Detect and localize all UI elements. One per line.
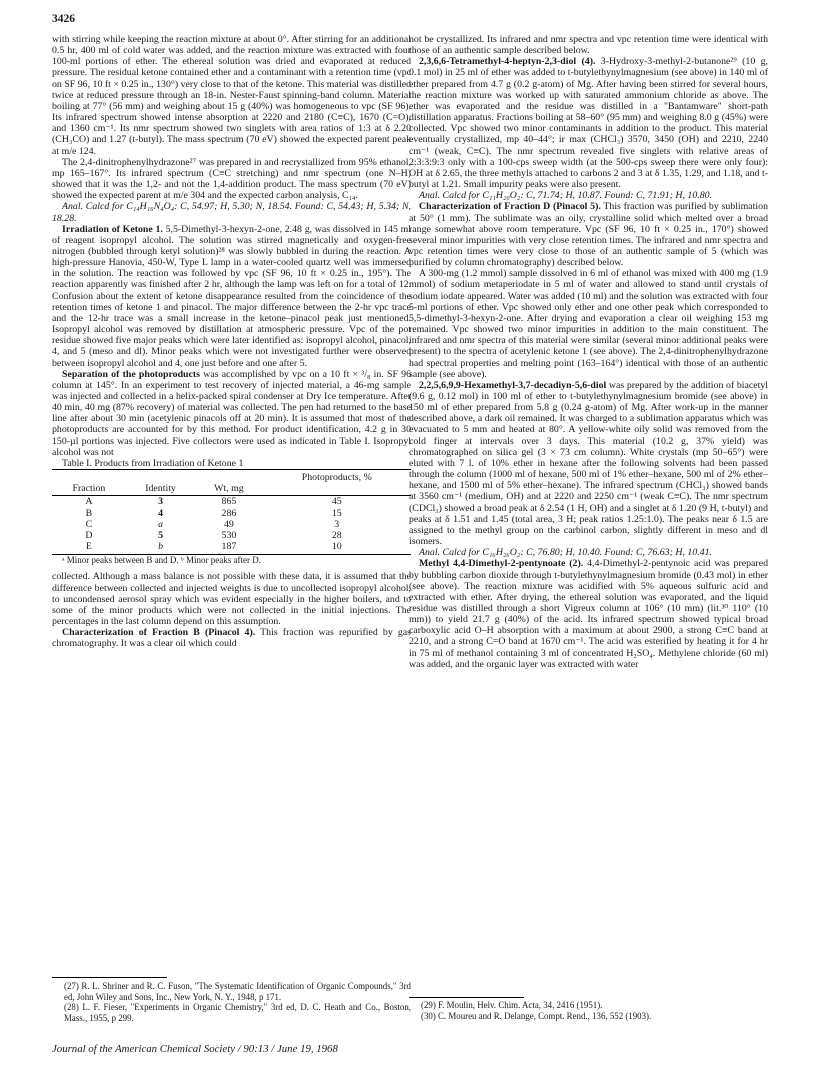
paragraph-body: This fraction was purified by sublimation at 50° (1 mm). The sublimate was an oily, crystalline solid which melted over a broad range somewhat above room temperature. Vpc (SF 96, 10 ft × 0.25 in., 170°) showed several minor impurities with very close retention times. The infrared and nmr spectra and vpc retention times were very close to those of an authentic sample of 5 (which was purified by column chromatography) described below. bbox=[409, 201, 768, 269]
table-caption: Table I. Products from Irradiation of Ketone 1 bbox=[62, 457, 244, 469]
run-in-heading: Characterization of Fraction D (Pinacol 5). bbox=[419, 201, 601, 213]
column-header: Photoproducts, % bbox=[263, 470, 411, 484]
page-number: 3426 bbox=[52, 13, 75, 25]
paragraph-body: This fraction was repurified by gas chromatography. It was a clear oil which could bbox=[52, 627, 411, 650]
footnote: (27) R. L. Shriner and R. C. Fuson, "The Systematic Identification of Organic Compounds," 3rd ed, John Wiley and Sons, Inc., New York, N. Y., 1948, p 171. bbox=[64, 981, 411, 1002]
table-cell: A bbox=[85, 496, 93, 508]
table-cell: 15 bbox=[331, 507, 342, 519]
run-in-heading: Separation of the photoproducts bbox=[62, 368, 201, 380]
run-in-heading: 2,3,6,6-Tetramethyl-4-heptyn-2,3-diol (4). bbox=[419, 56, 596, 68]
paragraph: The 2,4-dinitrophenylhydrazone²⁷ was prepared in and recrystallized from 95% ethanol, mp 165–167°. Its infrared spectrum (C≡C stretching) and nmr spectrum (one N–H) showed that it was the 1,2- and not the 1,4-addition product. The mass spectrum (70 eV) showed the expected parent at m/e 304 and the expected carbon analysis, C₁₄. bbox=[52, 156, 411, 202]
products-table bbox=[52, 469, 411, 555]
footnote-rule-right bbox=[409, 997, 524, 998]
section-paragraph bbox=[52, 627, 411, 649]
footnote: (28) L. F. Fieser, "Experiments in Organic Chemistry," 3rd ed, D. C. Heath and Co., Boston, Mass., 1955, p 299. bbox=[64, 1002, 411, 1023]
table-row bbox=[52, 496, 411, 508]
paragraph-body: 4,4-Dimethyl-2-pentynoic acid was prepared by bubbling carbon dioxide through t-butylethynylmagnesium bromide (0.43 mol) in ether (see above). The reaction mixture was acidified with 5% aqueous sulfuric acid and extracted with ether. After drying, the ethereal solution was evaporated, and the liquid residue was distilled through a short Vigreux column at 106° (10 mm) (lit.³⁰ 110° (10 mm)) to yield 21.7 g (40%) of the acid. Its infrared spectrum showed typical broad carboxylic acid O–H absorption with a maximum at about 2900, a strong C≡C band at 2210, and a strong C=O band at 1670 cm⁻¹. The acid was esterified by heating it for 4 hr in 75 ml of methanol containing 3 ml of concentrated H₂SO₄. Methylene chloride (60 ml) was added, and the organic layer was extracted with water bbox=[409, 558, 768, 670]
footnote-rule-left bbox=[52, 977, 167, 978]
table-cell: a bbox=[158, 518, 164, 530]
column-header: Wt, mg bbox=[195, 483, 262, 496]
table-body bbox=[52, 496, 411, 555]
footnotes-right bbox=[409, 1000, 768, 1021]
table-cell: b bbox=[126, 541, 195, 555]
table-cell: B bbox=[85, 507, 93, 519]
table-footnote: ᵃ Minor peaks between B and D. ᵇ Minor peaks after D. bbox=[62, 555, 261, 566]
table-cell: 5 bbox=[158, 529, 164, 541]
section-paragraph bbox=[52, 369, 411, 458]
table-cell: 3 bbox=[334, 518, 340, 530]
section-paragraph bbox=[409, 56, 768, 190]
table-cell: 3 bbox=[158, 496, 164, 508]
section-paragraph bbox=[52, 224, 411, 369]
table-cell: D bbox=[85, 529, 93, 541]
analysis-paragraph: Anal. Calcd for C₁₄H₁₆N₄O₄: C, 54.97; H, 5.30; N, 18.54. Found: C, 54.43; H, 5.34; N, 18.28. bbox=[52, 201, 411, 224]
run-in-heading: Irradiation of Ketone 1. bbox=[62, 223, 163, 235]
run-in-heading: Characterization of Fraction B (Pinacol 4). bbox=[62, 627, 256, 639]
paragraph-body: was prepared by the addition of biacetyl (9.6 g, 0.12 mol) in 100 ml of ether to t-butylethynylmagnesium bromide (see above) in 150 ml of ether prepared from 5.8 g (0.24 g-atom) of Mg. After work-up in the manner described above, a dark oil remained. It was charged to a sublimation apparatus which was evacuated to 5 mm and heated at 80°. A yellow-white oily solid was removed from the cold finger at intervals over 3 days. This material (10.2 g, 37% yield) was chromatographed on silica gel (3 × 73 cm column). White crystals (mp 50–65°) were eluted with 7 l. of 10% ether in hexane after the following solvents had been passed through the column (1000 ml of hexane, 500 ml of 1% ether–hexane, 500 ml of 2% ether–hexane, and 1500 ml of 5% ether–hexane). The infrared spectrum (CHCl₃) showed bands at 3560 cm⁻¹ (medium, OH) and at 2220 and 2250 cm⁻¹ (weak C≡C). The nmr spectrum (CDCl₃) showed a broad peak at δ 2.54 (1 H, OH) and a singlet at δ 1.20 (9 H, t-butyl) and peaks at δ 1.51 and 1.45 (total area, 3 H; peak ratios 1.25:1.0). The peaks near δ 1.5 are assigned to the methyl group on the carbinol carbon, slightly different in meso and dl isomers. bbox=[409, 379, 768, 548]
section-paragraph bbox=[409, 201, 768, 268]
table-block bbox=[52, 458, 411, 566]
table-cell: 4 bbox=[158, 507, 164, 519]
section-paragraph bbox=[409, 558, 768, 670]
footnote: (29) F. Moulin, Helv. Chim. Acta, 34, 2416 (1951). bbox=[421, 1000, 603, 1010]
column-header: Fraction bbox=[52, 483, 126, 496]
paragraph: with stirring while keeping the reaction mixture at about 0°. After stirring for an additional 0.5 hr, 400 ml of cold water was added, and the reaction mixture was extracted with four 100-ml portions of ether. The ethereal solution was dried and evaporated at reduced pressure. The residual ketone contained ether and a contaminant with a retention time (vpc on SF 96, 10 ft × 0.25 in., 130°) very close to that of the ketone. This material was distilled twice at reduced pressure through an 18-in. Nester-Faust spinning-band column. Material boiling at 77° (56 mm) and weighing about 15 g (40%) was homogeneous to vpc (SF 96). Its infrared spectrum showed intense absorption at 2220 and 2180 (C≡C), 1670 (C=O), and 1360 cm⁻¹. Its nmr spectrum showed two singlets with area ratios of 1:3 at δ 2.20 (CH₃CO) and 1.27 (t-butyl). The mass spectrum (70 eV) showed the expected parent peak at m/e 124. bbox=[52, 34, 411, 157]
footnotes-left bbox=[52, 981, 411, 1023]
analysis-paragraph: Anal. Calcd for C₁₆H₂₆O₂: C, 76.80; H, 10.40. Found: C, 76.63; H, 10.41. bbox=[419, 547, 713, 559]
paragraph-body: 3-Hydroxy-3-methyl-2-butanone²⁹ (10 g, 0.1 mol) in 25 ml of ether was added to t-butylethynylmagnesium (see above) in 140 ml of ether prepared from 4.7 g (0.2 g-atom) of Mg. After having been stirred for several hours, the reaction mixture was worked up with saturated ammonium chloride as above. The ether was evaporated and the residue was distilled in a "Bantamware" short-path distillation apparatus. Fractions boiling at 58–60° (95 mm) and weighing 8.0 g (45%) were collected. Vpc showed two minor contaminants in addition to the product. This material eventually crystallized, mp 40–44°; ir max (CHCl₃) 3570, 3450 (OH) and 2210, 2240 cm⁻¹ (weak, C≡C). The nmr spectrum revealed five singlets with relative areas of 2:3:3:9:3 only with a 100-cps sweep width (at the 500-cps sweep there were only four): OH at δ 2.65, the three methyls attached to carbons 2 and 3 at δ 1.35, 1.29, and 1.18, and t-butyl at 1.21. Small impurity peaks were also present. bbox=[409, 56, 768, 191]
run-in-heading: Methyl 4,4-Dimethyl-2-pentynoate (2). bbox=[419, 558, 584, 570]
table-row bbox=[52, 508, 411, 519]
table-row bbox=[52, 541, 411, 555]
paragraph: A 300-mg (1.2 mmol) sample dissolved in 6 ml of ethanol was mixed with 400 mg (1.9 mmol) of sodium metaperiodate in 5 ml of water and allowed to stand until crystals of sodium iodate appeared. Water was added (10 ml) and the solution was extracted with four 5-ml portions of ether. Vpc showed only ether and one other peak which corresponded to 5,5-dimethyl-3-hexyn-2-one. After drying and evaporation a clear oil weighing 153 mg remained. Vpc showed two minor impurities in addition to the main constituent. The infrared and nmr spectra of this material were similar (several minor additional peaks were present) to the spectra of acetylenic ketone 1 (see above). The 2,4-dinitrophenylhydrazone had spectral properties and melting point (163–164°) identical with those of an authentic sample (see above). bbox=[409, 268, 768, 380]
run-in-heading: 2,2,5,6,9,9-Hexamethyl-3,7-decadiyn-5,6-diol bbox=[419, 379, 607, 391]
paragraph-body: was accomplished by vpc on a 10 ft × ³/₈ in. SF 96 column at 145°. In an experiment to test recovery of injected material, a 46-mg sample was injected and collected in a helix-packed spiral condenser at Dry Ice temperature. After 40 min, 40 mg (87% recovery) of material was collected. The pen had returned to the base line after about 30 min (acetylenic pinacols off at 20 min). It is assumed that most of the photoproducts are accounted for by this method. For product identification, 4.2 g in 30 150-µl portions was injected. Five collectors were used as indicated in Table I. Isopropyl alcohol was not bbox=[52, 368, 411, 458]
left-column bbox=[52, 34, 411, 649]
journal-footer: Journal of the American Chemical Society / 90:13 / June 19, 1968 bbox=[52, 1043, 338, 1055]
table-cell: C bbox=[85, 518, 93, 530]
paragraph: not be crystallized. Its infrared and nmr spectra and vpc retention time were identical with those of an authentic sample described below. bbox=[409, 34, 768, 57]
table-cell: 865 bbox=[221, 496, 237, 508]
footnote: (30) C. Moureu and R. Delange, Compt. Rend., 136, 552 (1903). bbox=[421, 1010, 652, 1021]
table-cell: 49 bbox=[223, 518, 234, 530]
table-row bbox=[52, 519, 411, 530]
right-column bbox=[409, 34, 768, 670]
column-header: Identity bbox=[126, 483, 195, 496]
table-cell: 187 bbox=[195, 541, 262, 555]
table-cell: 10 bbox=[263, 541, 411, 555]
paragraph-body: 5,5-Dimethyl-3-hexyn-2-one, 2.48 g, was dissolved in 145 ml of reagent isopropyl alcohol. The solution was stirred magnetically and oxygen-free nitrogen (bubbled through ketyl solution)²⁸ was slowly bubbled in during the reaction. A high-pressure Hanovia, 450-W, Type L lamp in a water-cooled quartz well was immersed in the solution. The reaction was followed by vpc (SF 96, 10 ft × 0.25 in., 195°). The reaction apparently was finished after 2 hr, although the lamp was left on for a total of 12. Confusion about the extent of ketone disappearance resulted from the coincidence of the retention times of ketone 1 and pinacol. The major difference between the 2-hr vpc trace and the 12-hr trace was a small increase in the ketone–pinacol peak just mentioned. Isopropyl alcohol was removed by distillation at atmospheric pressure. Vpc of the pot residue showed five major peaks which were later identified as: isopropyl alcohol, pinacol, 4, and 5 (meso and dl). Minor peaks which were not investigated further were observed between isopropyl alcohol and 4, one just before and one after 5. bbox=[52, 223, 411, 369]
analysis-paragraph: Anal. Calcd for C₁₁H₂₀O₂: C, 71.74; H, 10.87. Found: C, 71.91; H, 10.80. bbox=[419, 190, 713, 202]
table-header bbox=[52, 470, 411, 496]
table-cell: E bbox=[52, 541, 126, 555]
section-paragraph bbox=[409, 380, 768, 547]
table-cell: 286 bbox=[221, 507, 237, 519]
table-row bbox=[52, 530, 411, 541]
paragraph: collected. Although a mass balance is not possible with these data, it is assumed that the difference between collected and injected weights is due to uncollected isopropyl alcohol, to uncondensed aerosol spray which was evident especially in the higher boilers, and to some of the minor products which were not collected in the initial injections. The percentages in the last column depend on this assumption. bbox=[52, 571, 411, 627]
table-cell: 45 bbox=[331, 496, 342, 508]
table-cell: 28 bbox=[331, 529, 342, 541]
table-cell: 530 bbox=[221, 529, 237, 541]
